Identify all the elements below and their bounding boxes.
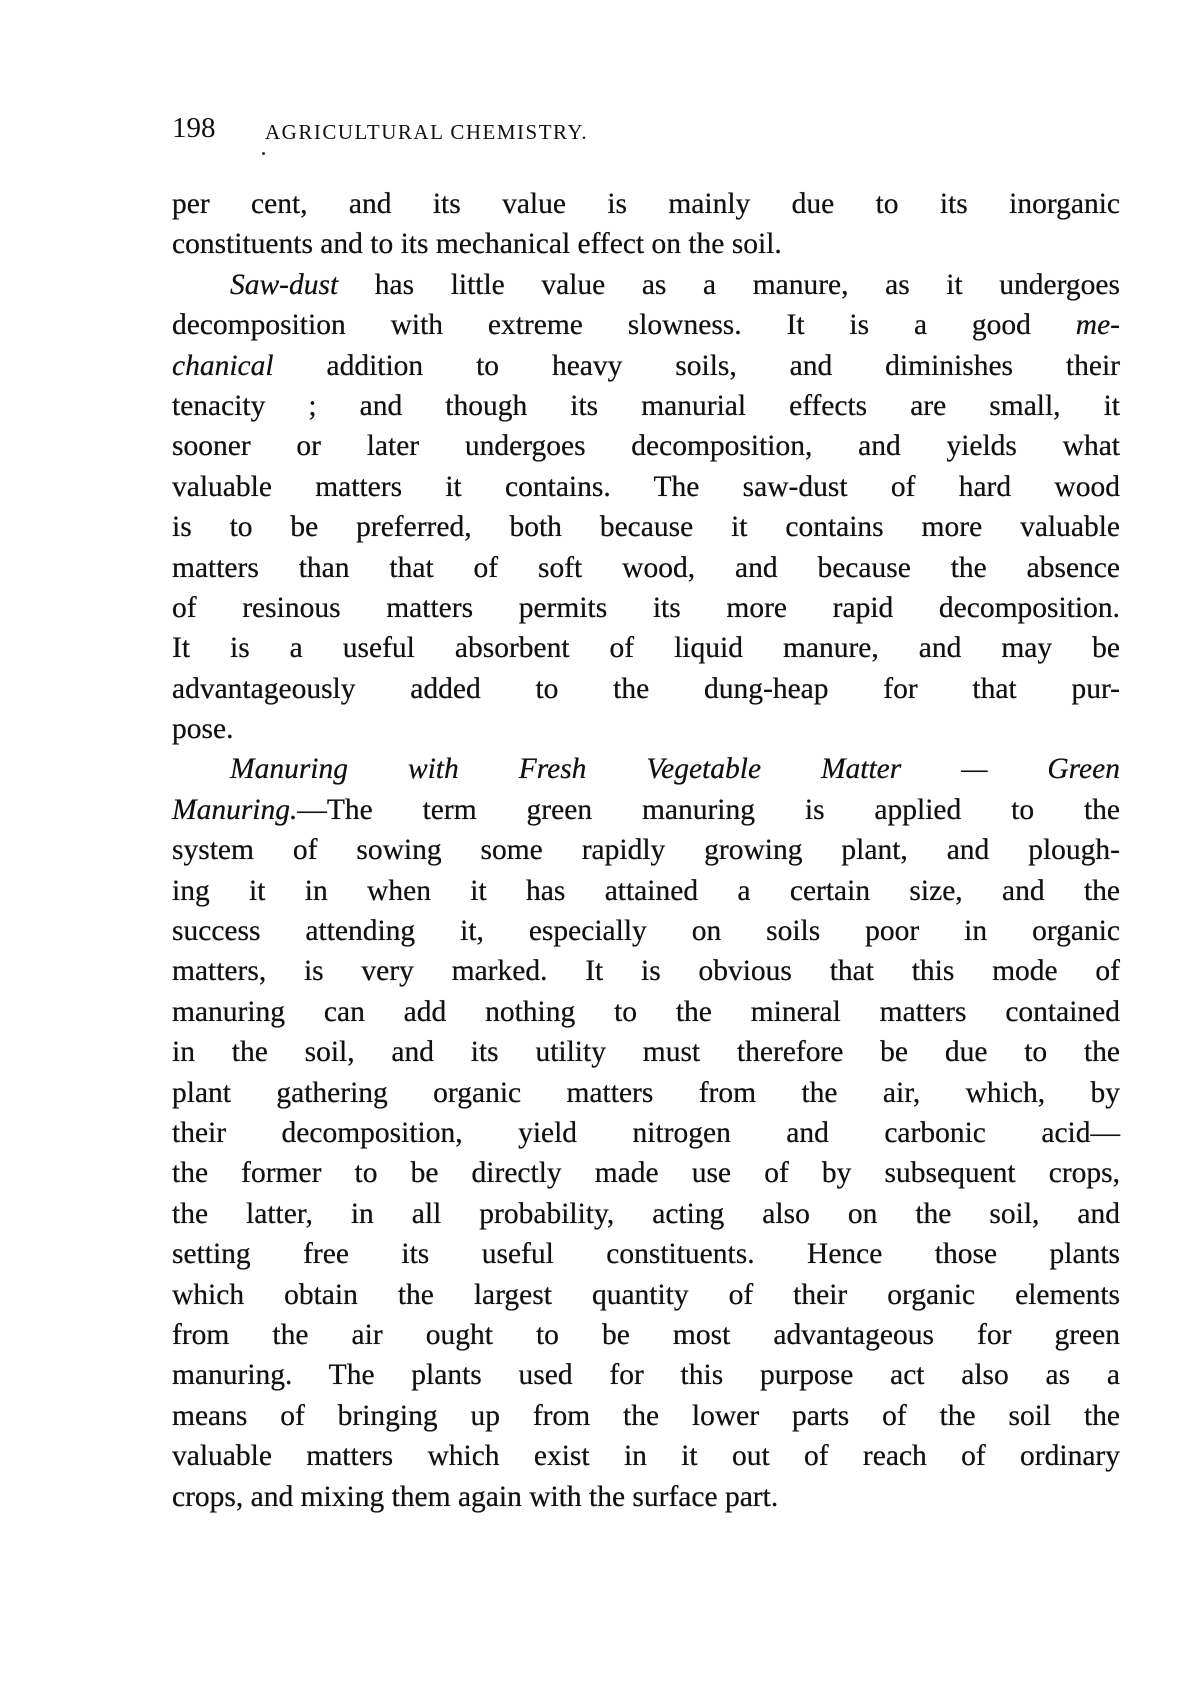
text-segment: valuable matters it contains. The saw-dust of hard wood — [172, 470, 1120, 503]
text-line — [172, 790, 1120, 830]
text-segment: valuable matters which exist in it out of reach of ordinary — [172, 1440, 1120, 1473]
text-line — [172, 305, 1120, 345]
text-line — [172, 1153, 1120, 1193]
text-segment: plant gathering organic matters from the air, which, by — [172, 1076, 1120, 1109]
text-line — [172, 830, 1120, 870]
text-segment: matters than that of soft wood, and because the absence — [172, 551, 1120, 584]
text-line — [172, 548, 1120, 588]
text-line — [172, 1477, 1120, 1517]
text-line — [172, 1194, 1120, 1234]
italic-text: Manuring. — [172, 793, 298, 826]
italic-text: Saw-dust — [230, 268, 339, 301]
italic-text: chanical — [172, 349, 274, 382]
text-segment: means of bringing up from the lower parts of the soil the — [172, 1399, 1120, 1432]
text-segment: of resinous matters permits its more rapid decomposition. — [172, 591, 1120, 624]
text-segment: has little value as a manure, as it undergoes — [338, 268, 1120, 301]
text-segment: addition to heavy soils, and diminishes their — [273, 349, 1120, 382]
text-segment: is to be preferred, both because it contains more valuable — [172, 511, 1120, 544]
scan-speck — [262, 152, 265, 155]
text-line — [172, 467, 1120, 507]
text-segment: per cent, and its value is mainly due to its inorganic — [172, 188, 1120, 220]
text-line — [172, 951, 1120, 991]
text-line — [172, 709, 1120, 749]
text-segment: crops, and mixing them again with the surface part. — [172, 1480, 779, 1513]
text-segment: manuring. The plants used for this purpose act also as a — [172, 1359, 1120, 1392]
text-line — [172, 911, 1120, 951]
text-line — [172, 507, 1120, 547]
text-line — [172, 992, 1120, 1032]
text-line — [172, 1315, 1120, 1355]
text-line — [172, 184, 1120, 224]
text-line — [172, 749, 1120, 789]
text-segment: setting free its useful constituents. Hence those plants — [172, 1238, 1120, 1271]
text-line — [172, 1355, 1120, 1395]
text-segment: which obtain the largest quantity of their organic elements — [172, 1278, 1120, 1311]
running-title: AGRICULTURAL CHEMISTRY. — [265, 120, 589, 144]
text-line — [172, 224, 1120, 264]
text-line — [172, 426, 1120, 466]
text-segment: manuring can add nothing to the mineral matters contained — [172, 995, 1120, 1028]
text-line — [172, 1032, 1120, 1072]
text-segment: the former to be directly made use of by subsequent crops, — [172, 1157, 1120, 1190]
text-line — [172, 669, 1120, 709]
text-segment: pose. — [172, 713, 234, 746]
text-line — [172, 1234, 1120, 1274]
text-segment: advantageously added to the dung-heap for that pur- — [172, 672, 1120, 705]
text-line — [172, 1436, 1120, 1476]
text-segment: matters, is very marked. It is obvious that this mode of — [172, 955, 1120, 988]
italic-text: Manuring with Fresh Vegetable Matter — Green — [230, 753, 1120, 786]
text-segment: It is a useful absorbent of liquid manure, and may be — [172, 632, 1120, 665]
page-number: 198 — [172, 112, 216, 144]
text-segment: tenacity ; and though its manurial effects are small, it — [172, 389, 1120, 422]
text-segment: —The term green manuring is applied to the — [297, 793, 1120, 826]
text-line — [172, 588, 1120, 628]
text-line — [172, 1073, 1120, 1113]
text-line — [172, 1396, 1120, 1436]
text-line — [172, 346, 1120, 386]
text-line — [172, 628, 1120, 668]
text-segment: from the air ought to be most advantageous for green — [172, 1318, 1120, 1351]
text-line — [172, 1275, 1120, 1315]
page-body-text — [172, 184, 1120, 1517]
text-line — [172, 871, 1120, 911]
text-segment: success attending it, especially on soils poor in organic — [172, 915, 1120, 948]
text-segment: constituents and to its mechanical effect on the soil. — [172, 228, 782, 261]
text-segment: decomposition with extreme slowness. It is a good — [172, 309, 1076, 342]
text-segment: the latter, in all probability, acting also on the soil, and — [172, 1197, 1120, 1230]
italic-text: me- — [1075, 309, 1120, 342]
text-segment: in the soil, and its utility must therefore be due to the — [172, 1036, 1120, 1069]
text-segment: sooner or later undergoes decomposition, and yields what — [172, 430, 1120, 463]
text-segment: system of sowing some rapidly growing plant, and plough- — [172, 834, 1120, 867]
text-segment: their decomposition, yield nitrogen and carbonic acid— — [172, 1116, 1120, 1149]
text-line — [172, 1113, 1120, 1153]
text-line — [172, 386, 1120, 426]
text-segment: ing it in when it has attained a certain size, and the — [172, 874, 1120, 907]
text-line — [172, 265, 1120, 305]
